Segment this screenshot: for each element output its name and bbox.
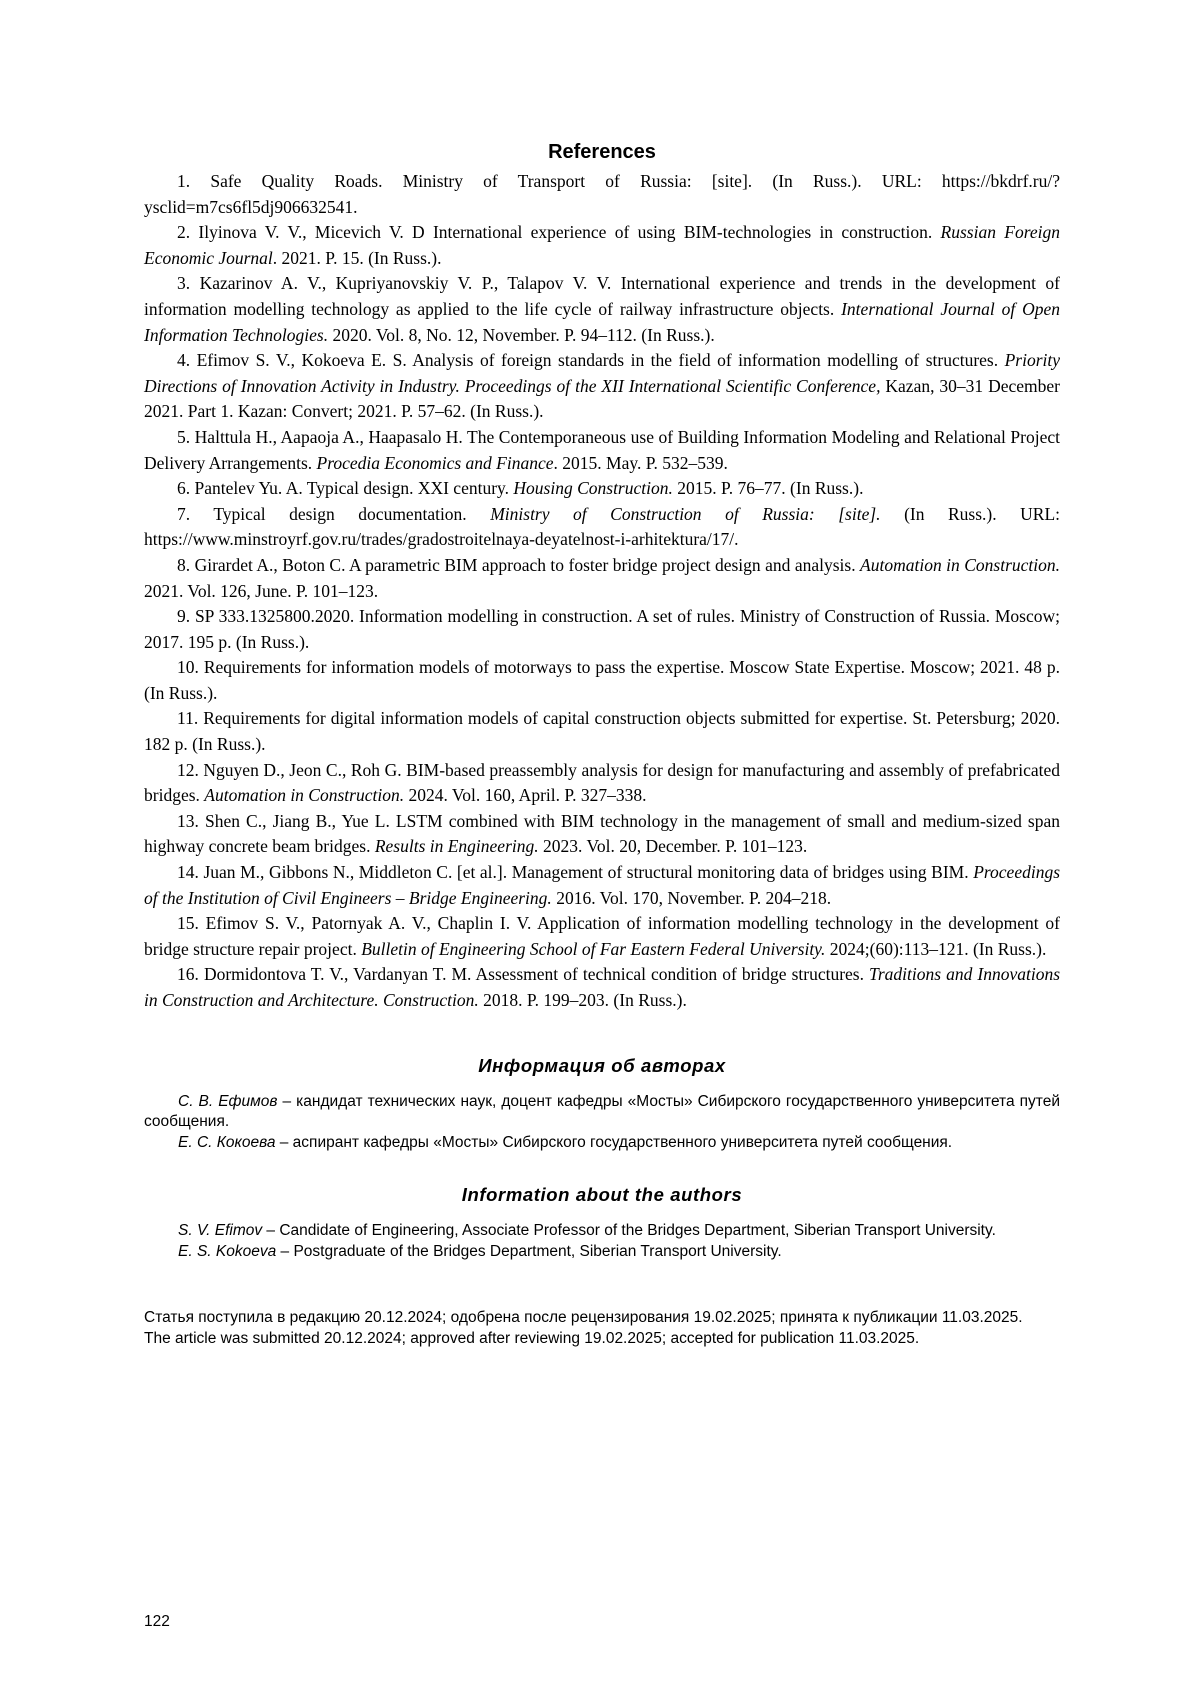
references-title: References xyxy=(548,141,656,163)
reference-item: 14. Juan M., Gibbons N., Middleton C. [et al.]. Management of structural monitoring data of bridges using BIM. Proceedings of the Institution of Civil Engineers – Bridge Engineering. 2016. Vol. 170, November. P. 204–218. xyxy=(144,862,1061,908)
author-entry: E. S. Kokoeva – Postgraduate of the Bridges Department, Siberian Transport University. xyxy=(178,1242,782,1260)
reference-item: 9. SP 333.1325800.2020. Information modelling in construction. A set of rules. Ministry of Construction of Russia. Moscow; 2017. 195 p. (In Russ.). xyxy=(144,606,1060,652)
author-entry: S. V. Efimov – Candidate of Engineering, Associate Professor of the Bridges Department, Siberian Transport University. xyxy=(178,1222,996,1240)
author-entry: Е. С. Кокоева – аспирант кафедры «Мосты» Сибирского государственного университета путей сообщения. xyxy=(178,1133,953,1151)
authors-ru-list xyxy=(144,1092,1060,1154)
authors-en-title: Information about the authors xyxy=(461,1184,743,1206)
page-content xyxy=(144,140,1060,1349)
reference-item: 6. Pantelev Yu. A. Typical design. XXI century. Housing Construction. 2015. P. 76–77. (In Russ.). xyxy=(177,478,864,499)
article-dates-ru: Статья поступила в редакцию 20.12.2024; одобрена после рецензирования 19.02.2025; принята к публикации 11.03.2025. xyxy=(144,1309,1023,1327)
reference-item: 11. Requirements for digital information models of capital construction objects submitted for expertise. St. Petersburg; 2020. 182 p. (In Russ.). xyxy=(144,708,1060,755)
reference-item: 12. Nguyen D., Jeon C., Roh G. BIM-based preassembly analysis for design for manufacturing and assembly of prefabricated bridges. Automation in Construction. 2024. Vol. 160, April. P. 327–338. xyxy=(144,759,1060,806)
reference-item: 2. Ilyinova V. V., Micevich V. D International experience of using BIM-technologies in construction. Russian Foreign Economic Journal. 2021. P. 15. (In Russ.). xyxy=(144,222,1060,268)
reference-item: 4. Efimov S. V., Kokoeva E. S. Analysis of foreign standards in the field of information modelling of structures. Priority Directions of Innovation Activity in Industry. Proceedings of the XII International Scientific Conference, Kazan, 30–31 December 2021. Part 1. Kazan: Convert; 2021. P. 57–62. (In Russ.). xyxy=(144,350,1061,422)
reference-item: 7. Typical design documentation. Ministry of Construction of Russia: [site]. (In Russ.). URL: https://www.minstroyrf.gov.ru/trades/gradostroitelnaya-deyatelnost-i-arhitektura/17/. xyxy=(144,503,1061,550)
authors-en-list xyxy=(144,1221,1060,1262)
author-entry: С. В. Ефимов – кандидат технических наук, доцент кафедры «Мосты» Сибирского государственного университета путей сообщения. xyxy=(144,1092,1060,1131)
reference-item: 10. Requirements for information models of motorways to pass the expertise. Moscow State Expertise. Moscow; 2021. 48 p. (In Russ.). xyxy=(144,657,1060,703)
reference-item: 8. Girardet A., Boton C. A parametric BIM approach to foster bridge project design and analysis. Automation in Construction. 2021. Vol. 126, June. P. 101–123. xyxy=(144,554,1060,601)
reference-item: 16. Dormidontova T. V., Vardanyan T. M. Assessment of technical condition of bridge structures. Traditions and Innovations in Construction and Architecture. Construction. 2018. P. 199–203. (In Russ.). xyxy=(144,964,1061,1010)
authors-ru-title: Информация об авторах xyxy=(478,1054,726,1076)
reference-item: 3. Kazarinov A. V., Kupriyanovskiy V. P., Talapov V. V. International experience and trends in the development of information modelling technology as applied to the life cycle of railway infrastructure objects. International Journal of Open Information Technologies. 2020. Vol. 8, No. 12, November. P. 94–112. (In Russ.). xyxy=(144,273,1061,345)
reference-item: 15. Efimov S. V., Patornyak A. V., Chaplin I. V. Application of information modelling technology in the development of bridge structure repair project. Bulletin of Engineering School of Far Eastern Federal University. 2024;(60):113–121. (In Russ.). xyxy=(144,913,1061,959)
reference-item: 13. Shen C., Jiang B., Yue L. LSTM combined with BIM technology in the management of small and medium-sized span highway concrete beam bridges. Results in Engineering. 2023. Vol. 20, December. P. 101–123. xyxy=(144,810,1060,857)
reference-item: 5. Halttula H., Aapaoja A., Haapasalo H. The Contemporaneous use of Building Information Modeling and Relational Project Delivery Arrangements. Procedia Economics and Finance. 2015. May. P. 532–539. xyxy=(144,426,1061,473)
reference-item: 1. Safe Quality Roads. Ministry of Transport of Russia: [site]. (In Russ.). URL: https://bkdrf.ru/?ysclid=m7cs6fl5dj906632541. xyxy=(144,171,1060,217)
article-dates-en: The article was submitted 20.12.2024; approved after reviewing 19.02.2025; accepted for publication 11.03.2025. xyxy=(144,1329,920,1347)
article-dates xyxy=(144,1308,1060,1349)
page-number: 122 xyxy=(144,1613,170,1630)
references-list xyxy=(144,169,1060,1014)
